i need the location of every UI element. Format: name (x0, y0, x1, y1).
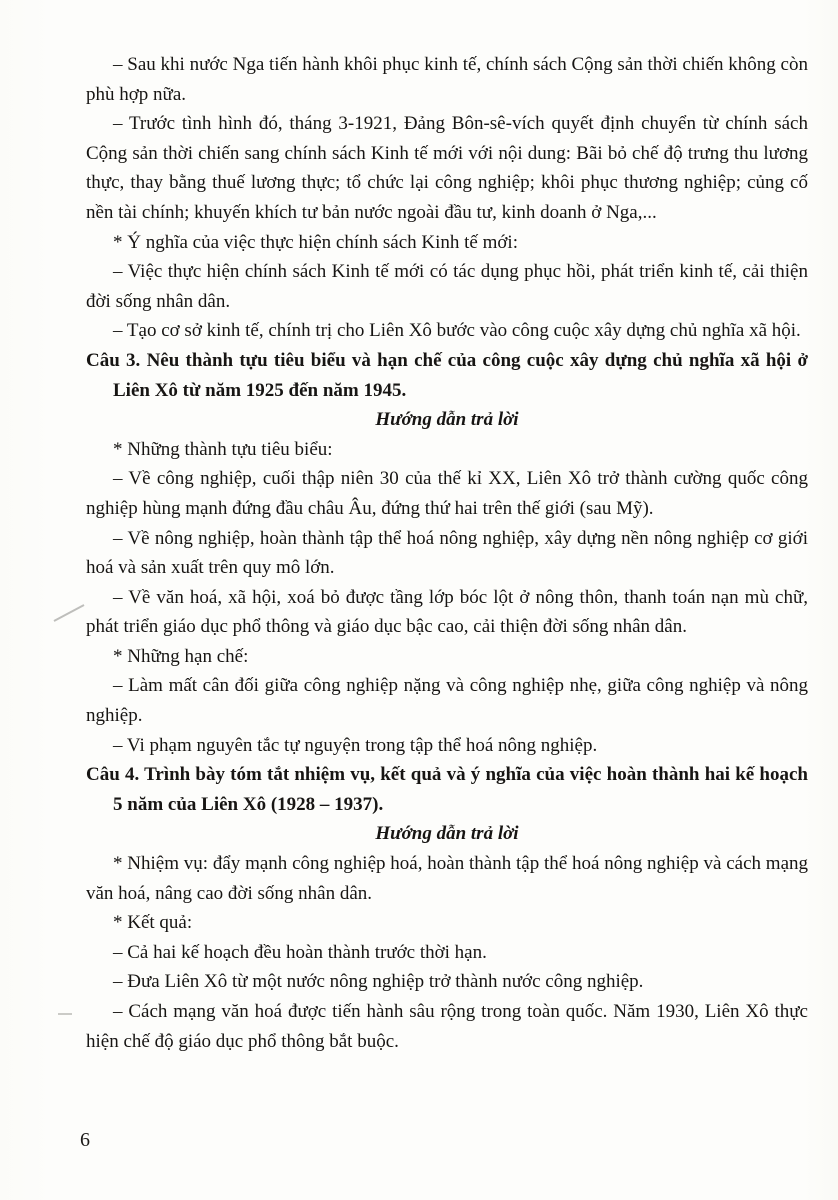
paragraph: – Về công nghiệp, cuối thập niên 30 của thế kỉ XX, Liên Xô trở thành cường quốc công nghiệp hùng mạnh đứng đầu châu Âu, đứng thứ hai trên thế giới (sau Mỹ). (86, 468, 808, 519)
paragraph: – Cả hai kế hoạch đều hoàn thành trước thời hạn. (113, 941, 487, 963)
paragraph: – Sau khi nước Nga tiến hành khôi phục kinh tế, chính sách Cộng sản thời chiến không còn phù hợp nữa. (86, 54, 808, 105)
paragraph: – Trước tình hình đó, tháng 3-1921, Đảng Bôn-sê-vích quyết định chuyển từ chính sách Cộng sản thời chiến sang chính sách Kinh tế mới với nội dung: Bãi bỏ chế độ trưng thu lương thực, thay bằng thuế lương thực; tổ chức lại công nghiệp; khôi phục thương nghiệp; củng cố nền tài chính; khuyến khích tư bản nước ngoài đầu tư, kinh doanh ở Nga,... (86, 113, 808, 223)
paragraph: * Những thành tựu tiêu biểu: (113, 438, 333, 460)
paragraph: – Cách mạng văn hoá được tiến hành sâu rộng trong toàn quốc. Năm 1930, Liên Xô thực hiện chế độ giáo dục phổ thông bắt buộc. (86, 1001, 808, 1052)
question-heading: Câu 4. Trình bày tóm tắt nhiệm vụ, kết quả và ý nghĩa của việc hoàn thành hai kế hoạch 5 năm của Liên Xô (1928 – 1937). (86, 764, 808, 815)
answer-guide-heading: Hướng dẫn trả lời (375, 409, 519, 431)
paragraph: – Tạo cơ sở kinh tế, chính trị cho Liên Xô bước vào công cuộc xây dựng chủ nghĩa xã hội. (113, 320, 801, 342)
paragraph: – Làm mất cân đối giữa công nghiệp nặng và công nghiệp nhẹ, giữa công nghiệp và nông nghiệp. (86, 675, 808, 727)
paragraph: – Về nông nghiệp, hoàn thành tập thể hoá nông nghiệp, xây dựng nền nông nghiệp cơ giới hoá và sản xuất trên quy mô lớn. (86, 527, 808, 579)
paragraph: – Đưa Liên Xô từ một nước nông nghiệp trở thành nước công nghiệp. (113, 971, 644, 993)
scan-artifact (58, 1013, 72, 1015)
paragraph: * Kết quả: (113, 912, 193, 934)
paragraph: – Vi phạm nguyên tắc tự nguyện trong tập thể hoá nông nghiệp. (113, 734, 598, 756)
page-content (86, 50, 808, 1056)
answer-guide-heading: Hướng dẫn trả lời (375, 823, 519, 845)
paragraph: – Về văn hoá, xã hội, xoá bỏ được tầng lớp bóc lột ở nông thôn, thanh toán nạn mù chữ, phát triển giáo dục phổ thông và giáo dục bậc cao, cải thiện đời sống nhân dân. (86, 586, 808, 638)
page-number: 6 (80, 1129, 90, 1151)
paragraph: – Việc thực hiện chính sách Kinh tế mới có tác dụng phục hồi, phát triển kinh tế, cải thiện đời sống nhân dân. (86, 261, 808, 312)
paragraph: * Nhiệm vụ: đẩy mạnh công nghiệp hoá, hoàn thành tập thể hoá nông nghiệp và cách mạng văn hoá, nâng cao đời sống nhân dân. (86, 853, 808, 904)
scan-artifact (54, 604, 85, 622)
paragraph: * Ý nghĩa của việc thực hiện chính sách Kinh tế mới: (113, 231, 518, 253)
question-heading: Câu 3. Nêu thành tựu tiêu biểu và hạn chế của công cuộc xây dựng chủ nghĩa xã hội ở Liên Xô từ năm 1925 đến năm 1945. (86, 349, 808, 401)
paragraph: * Những hạn chế: (113, 645, 249, 667)
